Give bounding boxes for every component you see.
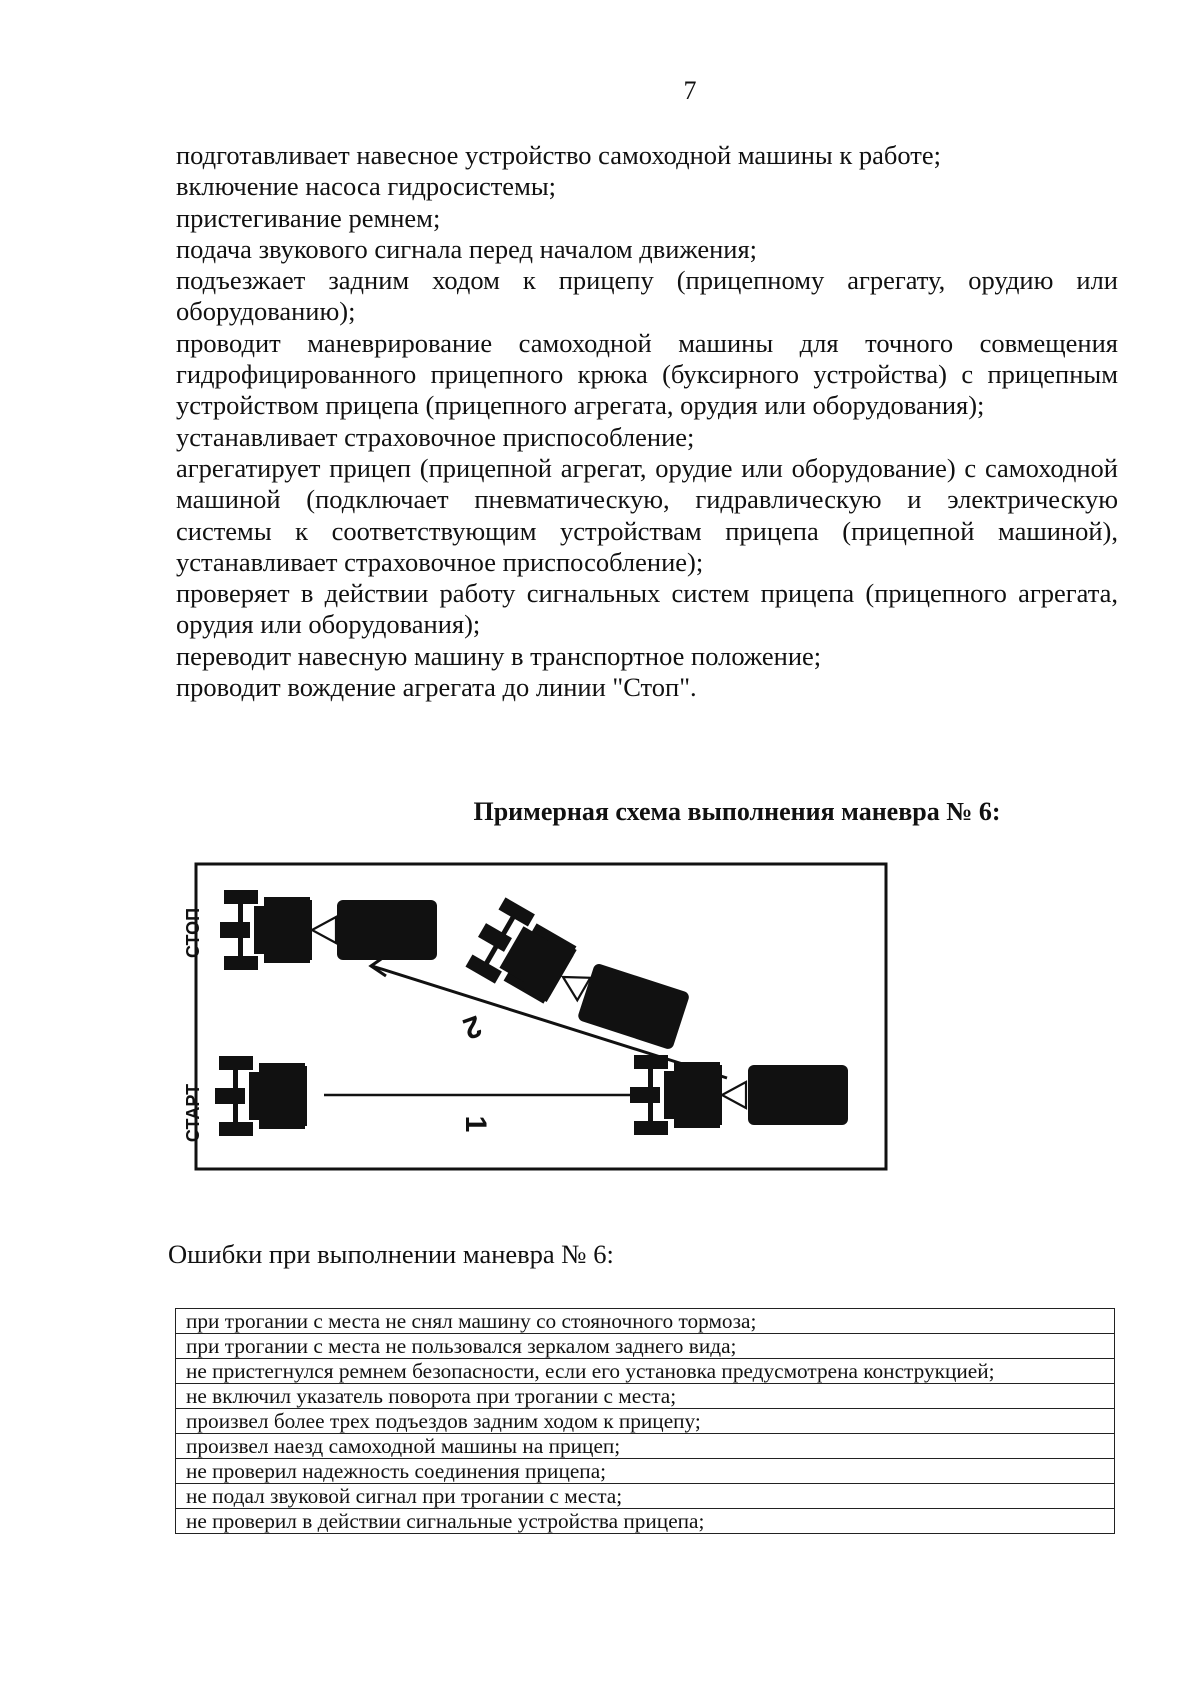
instruction-line: подготавливает навесное устройство самоходной машины к работе; xyxy=(176,140,941,170)
error-cell: не пристегнулся ремнем безопасности, если его установка предусмотрена конструкцией; xyxy=(176,1359,1115,1384)
instruction-line: пристегивание ремнем; xyxy=(176,202,441,233)
instruction-line: подача звукового сигнала перед началом движения; xyxy=(176,233,758,264)
error-cell: не включил указатель поворота при трогании с места; xyxy=(176,1384,1115,1409)
error-cell: при трогании с места не пользовался зеркалом заднего вида; xyxy=(176,1334,1115,1359)
maneuver-diagram xyxy=(182,858,962,1208)
table-row xyxy=(176,1359,1115,1384)
table-row xyxy=(176,1509,1115,1534)
error-cell: не проверил надежность соединения прицепа; xyxy=(176,1459,1115,1484)
table-row xyxy=(176,1309,1115,1334)
transit-tractor xyxy=(462,895,582,1010)
table-row xyxy=(176,1459,1115,1484)
stop-label: СТОП xyxy=(183,907,203,959)
instruction-line: проводит маневрирование самоходной машины для точного совмещения гидрофицированного прицепного крюка (буксирного устройства) с прицепным устройством прицепа (прицепного агрегата, орудия или оборудования); xyxy=(176,327,1118,421)
start-tractor xyxy=(215,1056,307,1136)
instruction-line: проводит вождение агрегата до линии "Стоп". xyxy=(176,672,697,703)
table-row xyxy=(176,1334,1115,1359)
diagram-heading: Примерная схема выполнения маневра № 6: xyxy=(473,797,1001,826)
start-label: СТАРТ xyxy=(183,1083,203,1143)
table-row xyxy=(176,1409,1115,1434)
coupling-tractor xyxy=(630,1055,722,1135)
stop-tractor xyxy=(220,890,312,970)
instruction-line: проверяет в действии работу сигнальных систем прицепа (прицепного агрегата, орудия или оборудования); xyxy=(176,578,1118,640)
route-number-1: 1 xyxy=(459,1115,492,1133)
instruction-line: устанавливает страховочное приспособление; xyxy=(176,421,695,452)
table-row xyxy=(176,1434,1115,1459)
page-number: 7 xyxy=(683,76,697,105)
error-cell: произвел наезд самоходной машины на прицеп; xyxy=(176,1434,1115,1459)
instruction-line: подъезжает задним ходом к прицепу (прицепному агрегату, орудию или оборудованию); xyxy=(176,265,1118,327)
table-row xyxy=(176,1384,1115,1409)
error-cell: не проверил в действии сигнальные устройства прицепа; xyxy=(176,1509,1115,1534)
error-cell: при трогании с места не снял машину со стояночного тормоза; xyxy=(176,1309,1115,1334)
instruction-list xyxy=(176,140,1118,703)
stop-trailer xyxy=(337,900,437,960)
stop-hitch xyxy=(312,917,336,943)
error-cell: не подал звуковой сигнал при трогании с места; xyxy=(176,1484,1115,1509)
route-number-2: 2 xyxy=(458,1008,486,1046)
table-row xyxy=(176,1484,1115,1509)
instruction-line: агрегатирует прицеп (прицепной агрегат, орудие или оборудование) с самоходной машиной (подключает пневматическую, гидравлическую и электрическую системы к соответствующим устройствам прицепа (прицепной машиной), устанавливает страховочное приспособление); xyxy=(176,452,1118,577)
coupling-hitch xyxy=(722,1082,746,1108)
errors-table xyxy=(175,1308,1115,1534)
instruction-line: включение насоса гидросистемы; xyxy=(176,171,557,202)
errors-title: Ошибки при выполнении маневра № 6: xyxy=(168,1239,614,1269)
error-cell: произвел более трех подъездов задним ходом к прицепу; xyxy=(176,1409,1115,1434)
instruction-line: переводит навесную машину в транспортное положение; xyxy=(176,640,822,671)
coupling-trailer xyxy=(748,1065,848,1125)
